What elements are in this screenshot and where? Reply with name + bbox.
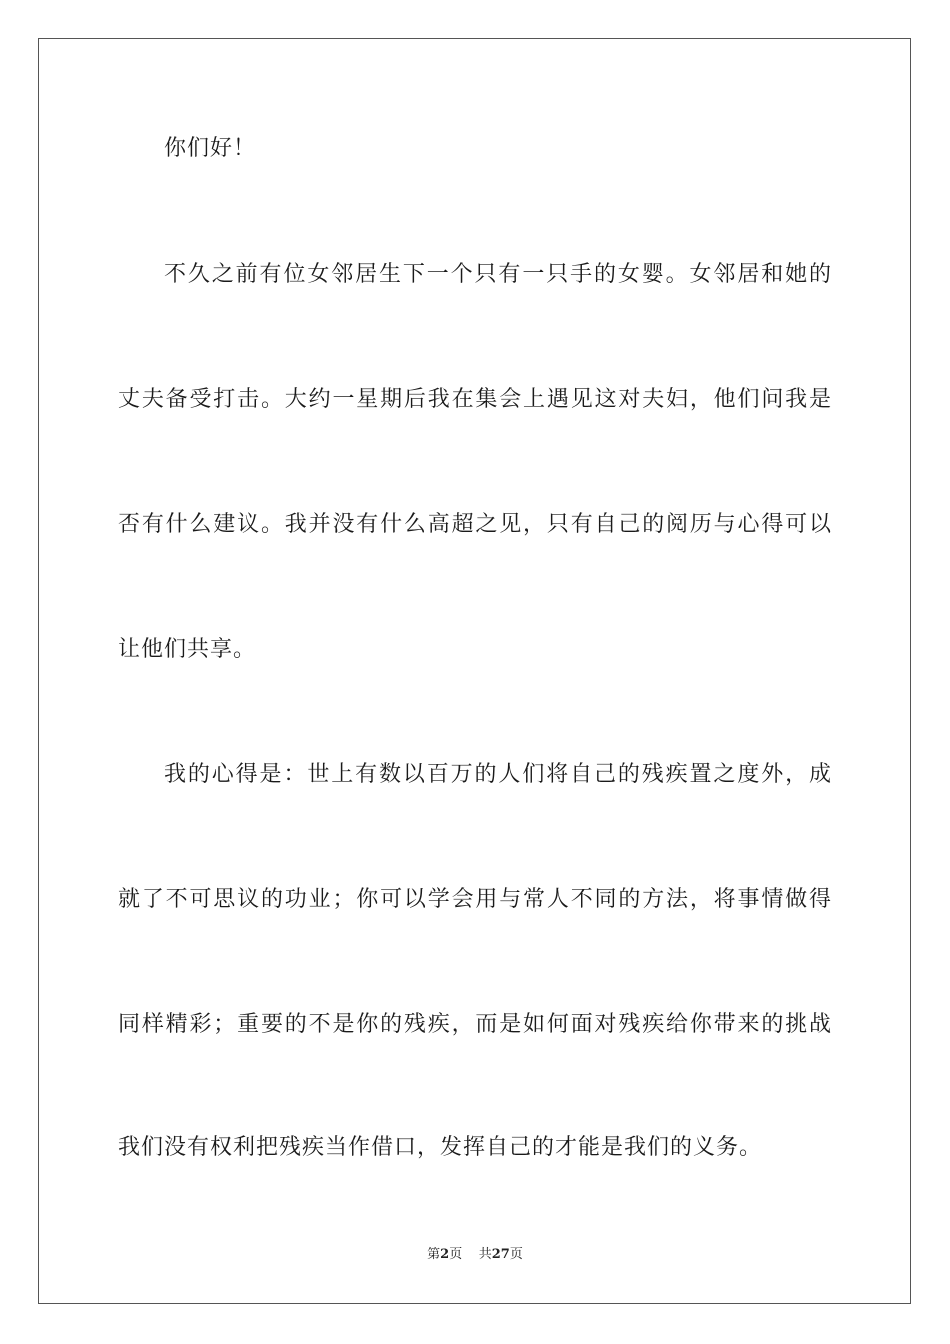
- greeting-line: 你们好！: [164, 136, 257, 161]
- page-prefix: 第: [427, 1247, 441, 1262]
- page-suffix: 页: [449, 1247, 463, 1262]
- total-suffix: 页: [509, 1247, 523, 1262]
- total-page-count: 27: [491, 1247, 510, 1262]
- page-border: [38, 38, 911, 1304]
- paragraph-line: 同样精彩；重要的不是你的残疾，而是如何面对残疾给你带来的挑战: [118, 1012, 832, 1037]
- paragraph-line: 让他们共享。: [118, 637, 257, 662]
- current-page-number: 2: [440, 1247, 450, 1262]
- paragraph-line: 丈夫备受打击。大约一星期后我在集会上遇见这对夫妇，他们问我是: [118, 387, 832, 412]
- paragraph-line: 我们没有权利把残疾当作借口，发挥自己的才能是我们的义务。: [118, 1135, 763, 1160]
- paragraph-line: 我的心得是：世上有数以百万的人们将自己的残疾置之度外，成: [164, 762, 832, 787]
- total-prefix: 共: [478, 1247, 492, 1262]
- paragraph-line: 否有什么建议。我并没有什么高超之见，只有自己的阅历与心得可以: [118, 512, 832, 537]
- paragraph-line: 就了不可思议的功业；你可以学会用与常人不同的方法，将事情做得: [118, 887, 832, 912]
- paragraph-line: 不久之前有位女邻居生下一个只有一只手的女婴。女邻居和她的: [164, 262, 832, 287]
- page-footer: [0, 1246, 950, 1264]
